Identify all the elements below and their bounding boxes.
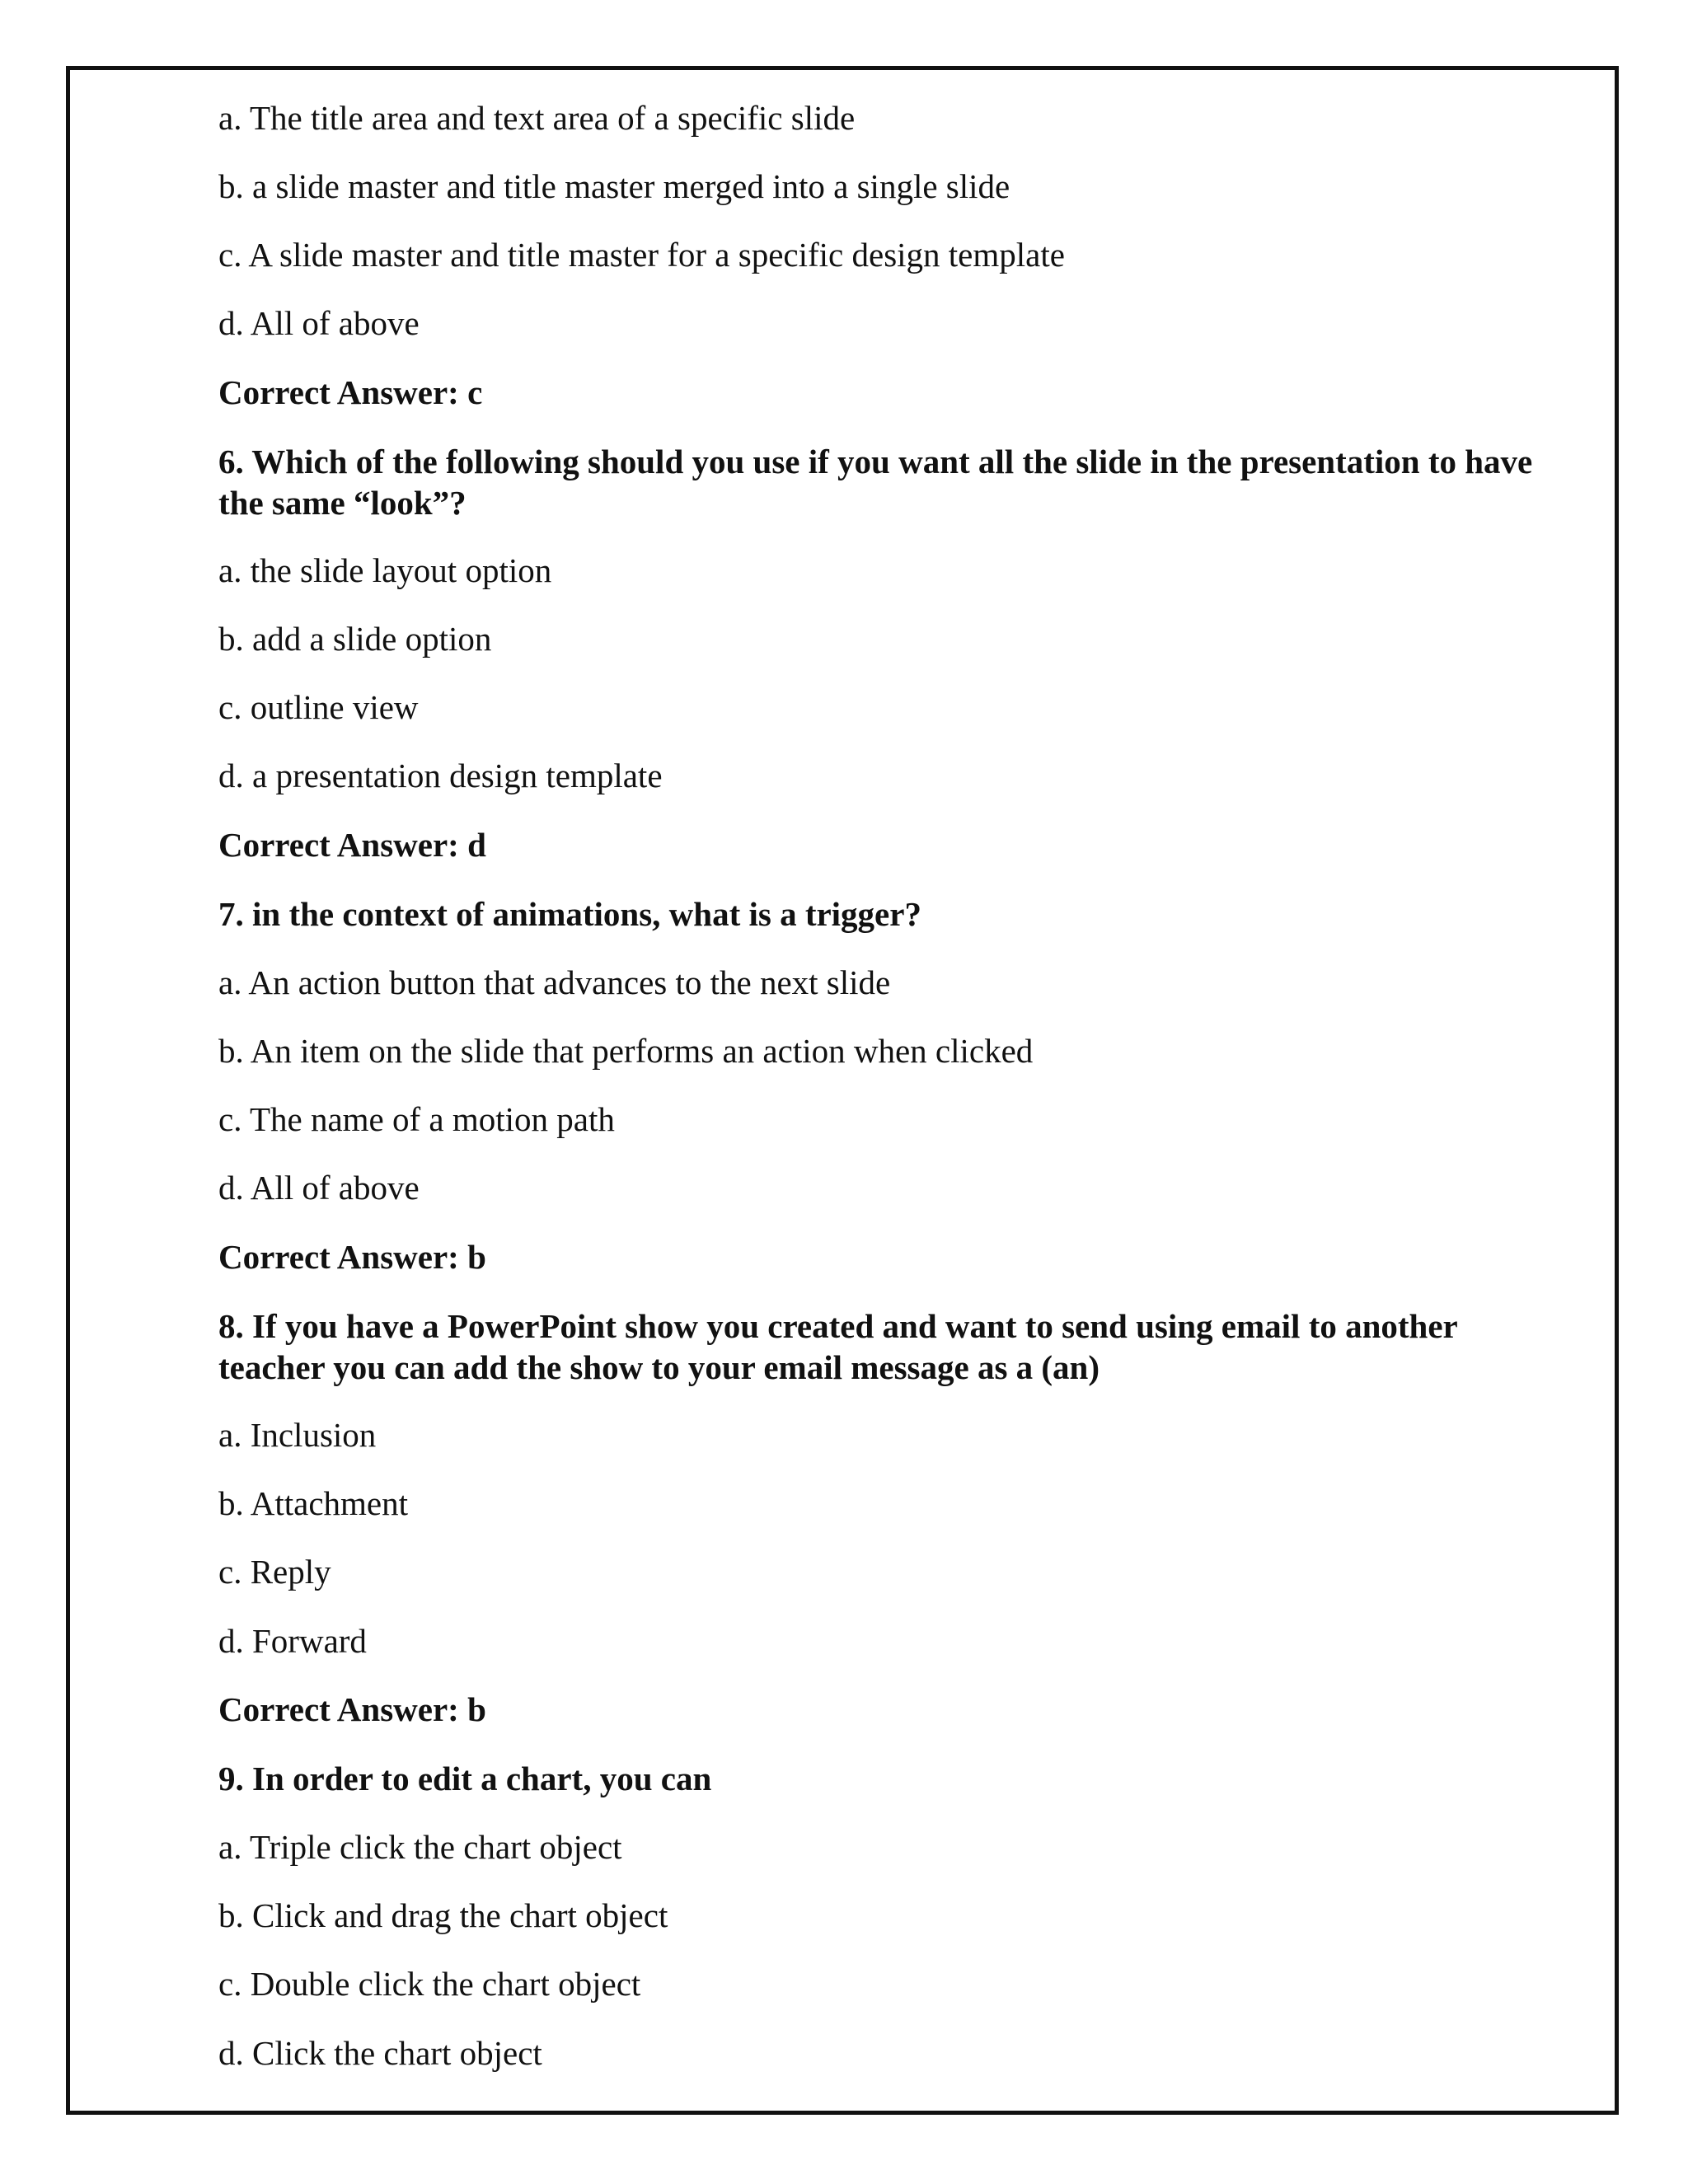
q7-correct-answer: Correct Answer: b xyxy=(218,1238,486,1276)
q5-option-a: a. The title area and text area of a specific slide xyxy=(218,99,856,137)
q7-option-d: d. All of above xyxy=(218,1169,420,1207)
q5-option-d: d. All of above xyxy=(218,304,420,342)
q9-option-c: c. Double click the chart object xyxy=(218,1965,641,2003)
q9-question: 9. In order to edit a chart, you can xyxy=(218,1760,712,1797)
q7-option-b: b. An item on the slide that performs an action when clicked xyxy=(218,1032,1034,1070)
q8-option-b: b. Attachment xyxy=(218,1484,409,1522)
q9-option-d: d. Click the chart object xyxy=(218,2034,542,2072)
q6-option-b: b. add a slide option xyxy=(218,620,492,658)
q5-option-c: c. A slide master and title master for a specific design template xyxy=(218,236,1065,274)
q6-question: 6. Which of the following should you use if you want all the slide in the presentation to have the same “look”? xyxy=(218,443,1533,522)
q6-option-c: c. outline view xyxy=(218,688,419,726)
q8-option-a: a. Inclusion xyxy=(218,1416,377,1454)
q6-option-a: a. the slide layout option xyxy=(218,551,552,589)
q9-option-a: a. Triple click the chart object xyxy=(218,1828,622,1866)
q6-correct-answer: Correct Answer: d xyxy=(218,826,486,864)
q6-option-d: d. a presentation design template xyxy=(218,757,663,794)
q7-question: 7. in the context of animations, what is a trigger? xyxy=(218,895,921,933)
q8-question: 8. If you have a PowerPoint show you created and want to send using email to another teacher you can add the show to your email message as a (an) xyxy=(218,1307,1458,1386)
q8-correct-answer: Correct Answer: b xyxy=(218,1690,486,1728)
q8-option-d: d. Forward xyxy=(218,1622,367,1660)
q5-correct-answer: Correct Answer: c xyxy=(218,373,483,411)
q9-option-b: b. Click and drag the chart object xyxy=(218,1896,668,1934)
q5-option-b: b. a slide master and title master merged into a single slide xyxy=(218,167,1010,205)
q8-option-c: c. Reply xyxy=(218,1553,331,1591)
q7-option-a: a. An action button that advances to the next slide xyxy=(218,963,891,1001)
q7-option-c: c. The name of a motion path xyxy=(218,1100,615,1138)
